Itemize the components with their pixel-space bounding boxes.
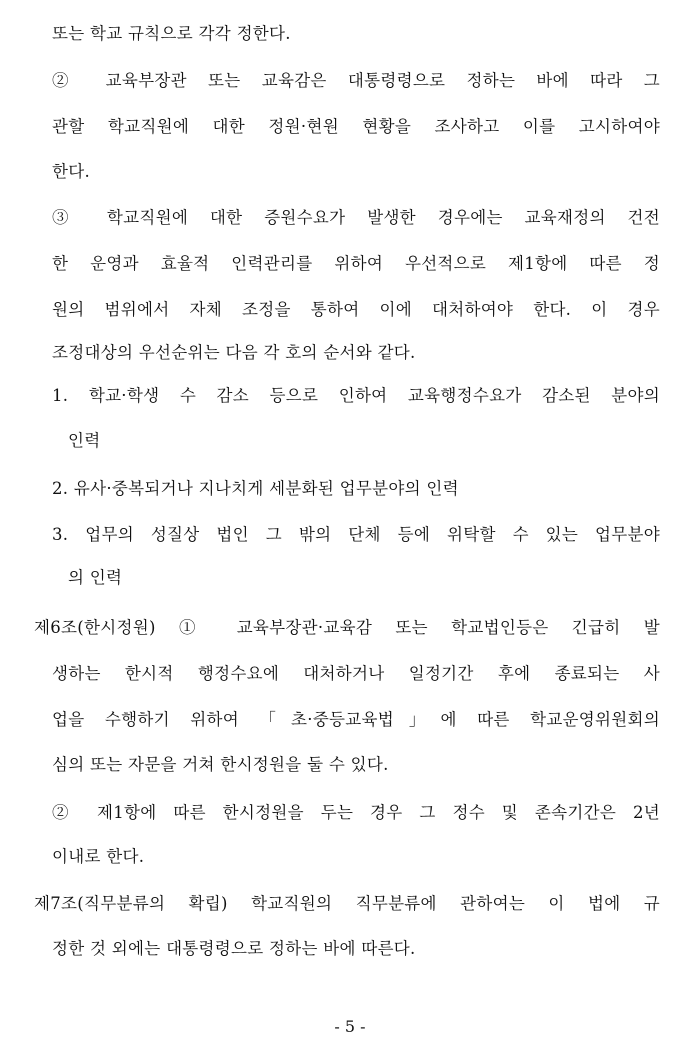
text-line-9: 1. 학교·학생 수 감소 등으로 인하여 교육행정수요가 감소된 분야의: [52, 386, 660, 405]
text-line-18: ② 제1항에 따른 한시정원을 두는 경우 그 정수 및 존속기간은 2년: [52, 803, 660, 822]
text-line-5: ③ 학교직원에 대한 증원수요가 발생한 경우에는 교육재정의 건전: [52, 208, 660, 227]
text-line-6: 한 운영과 효율적 인력관리를 위하여 우선적으로 제1항에 따른 정: [52, 254, 660, 273]
text-line-11: 2. 유사·중복되거나 지나치게 세분화된 업무분야의 인력: [52, 479, 459, 498]
text-line-12: 3. 업무의 성질상 법인 그 밖의 단체 등에 위탁할 수 있는 업무분야: [52, 525, 660, 544]
text-line-3: 관할 학교직원에 대한 정원·현원 현황을 조사하고 이를 고시하여야: [52, 117, 660, 136]
text-line-21: 정한 것 외에는 대통령령으로 정하는 바에 따른다.: [52, 939, 416, 958]
text-line-20: 제7조(직무분류의 확립) 학교직원의 직무분류에 관하여는 이 법에 규: [34, 894, 660, 913]
page-number: - 5 -: [334, 1017, 366, 1036]
text-line-17: 심의 또는 자문을 거쳐 한시정원을 둘 수 있다.: [52, 755, 389, 774]
text-line-16: 업을 수행하기 위하여 「초·중등교육법」에 따른 학교운영위원회의: [52, 710, 660, 729]
text-line-7: 원의 범위에서 자체 조정을 통하여 이에 대처하여야 한다. 이 경우: [52, 300, 660, 319]
text-line-14: 제6조(한시정원) ① 교육부장관·교육감 또는 학교법인등은 긴급히 발: [34, 618, 660, 637]
text-line-10: 인력: [68, 431, 101, 450]
text-line-19: 이내로 한다.: [52, 847, 145, 866]
text-line-8: 조정대상의 우선순위는 다음 각 호의 순서와 같다.: [52, 343, 416, 362]
text-line-2: ② 교육부장관 또는 교육감은 대통령령으로 정하는 바에 따라 그: [52, 71, 660, 90]
text-line-15: 생하는 한시적 행정수요에 대처하거나 일정기간 후에 종료되는 사: [52, 664, 660, 683]
text-line-1: 또는 학교 규칙으로 각각 정한다.: [52, 24, 291, 43]
text-line-4: 한다.: [52, 162, 91, 181]
text-line-13: 의 인력: [68, 568, 123, 587]
